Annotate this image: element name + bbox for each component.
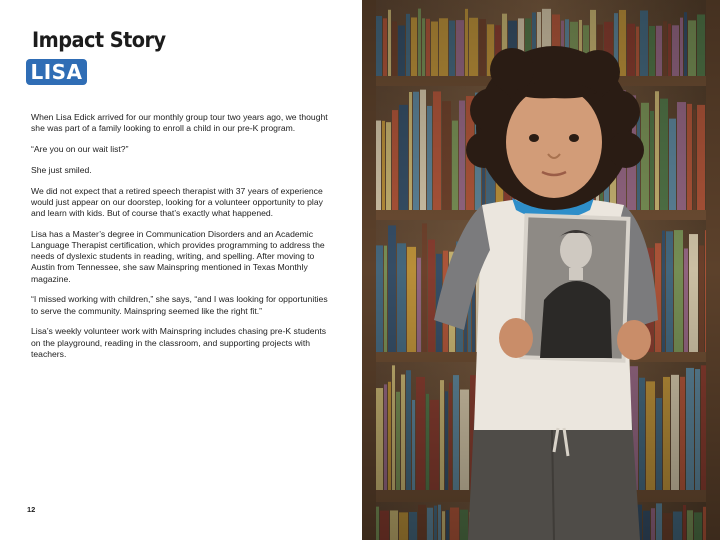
story-paragraph: When Lisa Edick arrived for our monthly group tour two years ago, we thought she was part of a family looking to enroll a child in our pre-K program. <box>31 112 328 134</box>
photo-illustration <box>362 0 720 540</box>
story-paragraph: Lisa has a Master’s degree in Communication Disorders and an Academic Language Therapist certification, which provides programming to address the needs of dyslexic students in reading, writing, and spelling. After moving to Austin from Tennessee, she saw Mainspring mentioned in Texas Monthly magazine. <box>31 228 325 284</box>
page-number: 12 <box>27 505 36 514</box>
story-paragraph: “Are you on our wait list?” <box>31 144 129 154</box>
name-badge: LISA <box>26 59 87 85</box>
child-with-portrait-photo <box>362 0 720 540</box>
page-heading: Impact Story <box>32 28 166 52</box>
story-body <box>31 112 331 370</box>
story-paragraph: She just smiled. <box>31 164 92 175</box>
story-paragraph: “I missed working with children,” she says, “and I was looking for opportunities to serve the community. Mainspring seemed like the right fit.” <box>31 294 328 316</box>
held-portrait-photo <box>519 213 630 363</box>
story-paragraph: Lisa’s weekly volunteer work with Mainspring includes chasing pre-K students on the playground, reading in the classroom, and supporting projects with teachers. <box>31 326 327 359</box>
story-paragraph: We did not expect that a retired speech therapist with 37 years of experience would just appear on our doorstep, looking for a volunteer opportunity to play and learn with kids. But of course that’s exactly what happened. <box>31 185 323 218</box>
